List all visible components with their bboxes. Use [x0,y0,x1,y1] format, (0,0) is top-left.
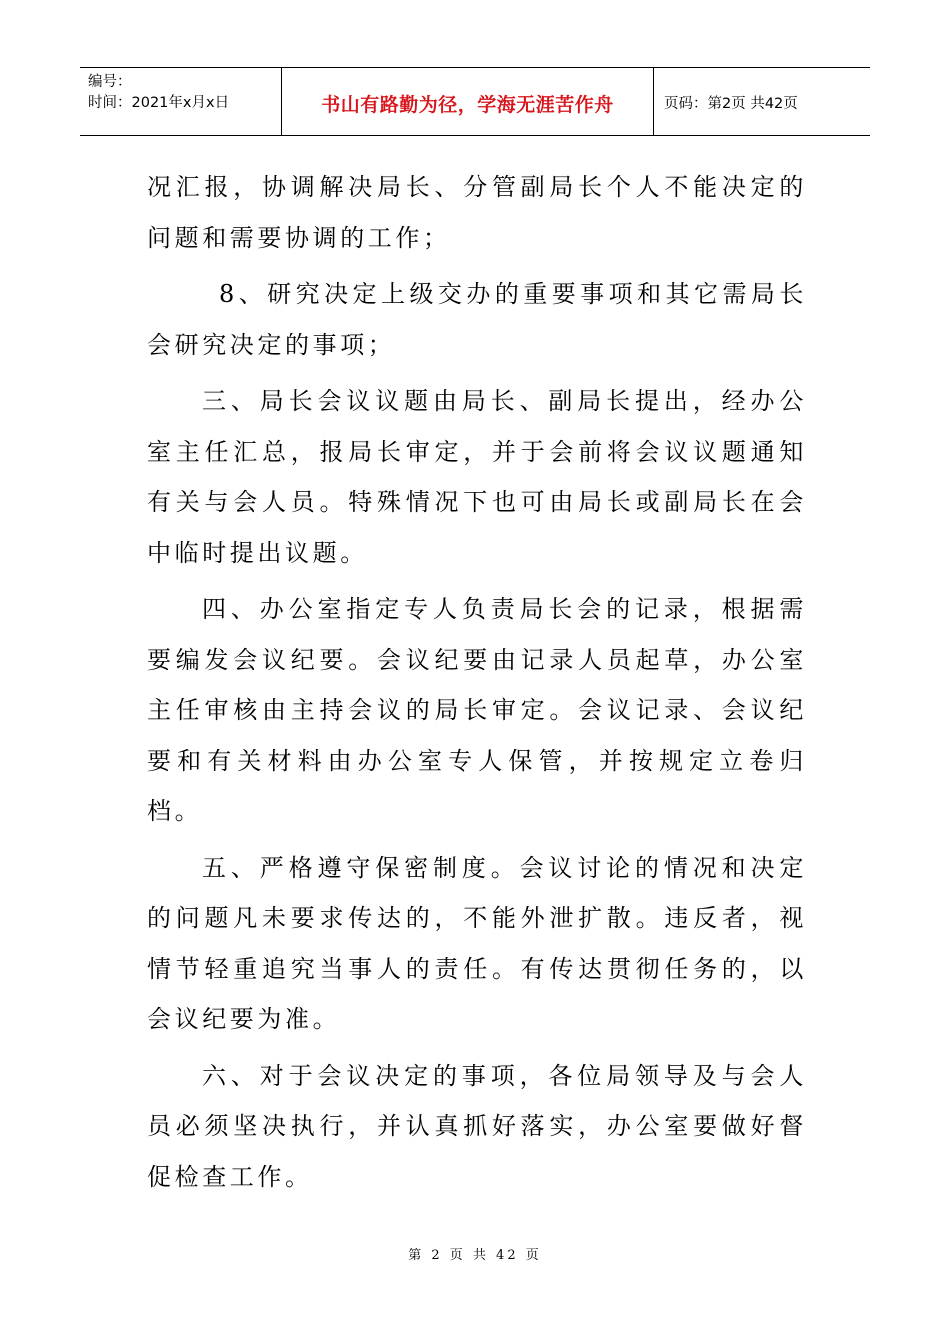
paragraph-continuation: 况汇报，协调解决局长、分管副局长个人不能决定的问题和需要协调的工作； [147,173,807,252]
number-label: 编号： [88,74,132,90]
motto-text: 书山有路勤为径，学海无涯苦作舟 [321,94,614,116]
paragraph-section-3: 三、局长会议议题由局长、副局长提出，经办公室主任汇总，报局长审定，并于会前将会议议题通知有关与会人员。特殊情况下也可由局长或副局长在会中临时提出议题。 [147,387,807,567]
header-meta-cell [80,68,282,135]
page-info: 页码：第2页 共42页 [664,96,798,112]
paragraph-section-5: 五、严格遵守保密制度。会议讨论的情况和决定的问题凡未要求传达的，不能外泄扩散。违反者，视情节轻重追究当事人的责任。有传达贯彻任务的，以会议纪要为准。 [147,853,807,1033]
page-footer: 第 2 页 共 42 页 [408,1248,542,1263]
paragraph-section-4: 四、办公室指定专人负责局长会的记录，根据需要编发会议纪要。会议纪要由记录人员起草，办公室主任审核由主持会议的局长审定。会议记录、会议纪要和有关材料由办公室专人保管，并按规定立卷归档。 [147,595,807,825]
header-page-cell [654,68,870,135]
document-header [80,67,870,136]
paragraph-section-6: 六、对于会议决定的事项，各位局领导及与会人员必须坚决执行，并认真抓好落实，办公室要做好督促检查工作。 [147,1061,807,1191]
paragraph-item-8: 8、研究决定上级交办的重要事项和其它需局长会研究决定的事项； [147,280,807,359]
header-motto-cell [282,68,654,135]
document-body [147,162,807,1202]
time-label: 时间：2021年x月x日 [88,95,230,111]
